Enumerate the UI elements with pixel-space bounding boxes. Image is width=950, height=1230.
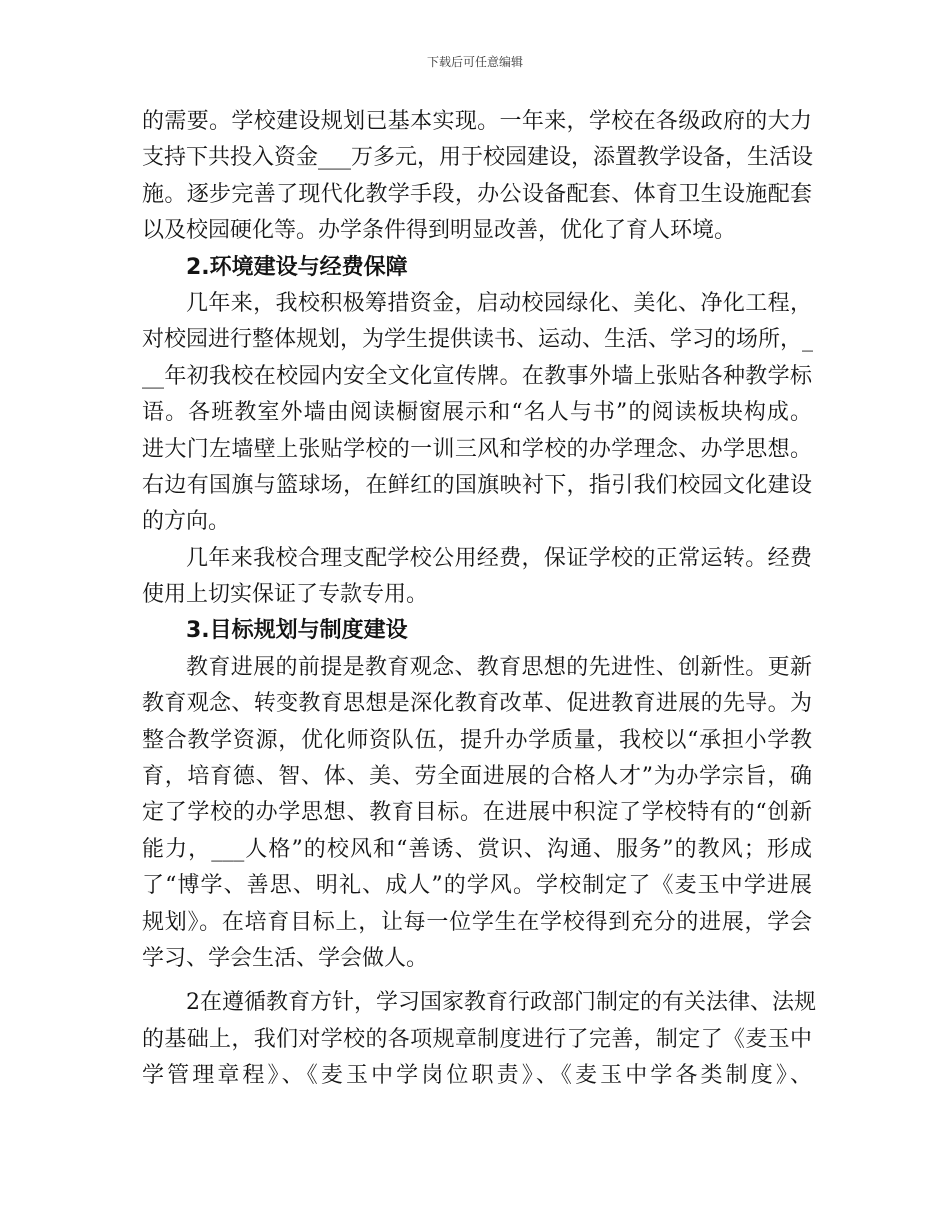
paragraph-line: 的需要。学校建设规划已基本实现。一年来，学校在各级政府的大力 [142, 109, 812, 134]
paragraph-line: 学习、学会生活、学会做人。 [142, 945, 429, 971]
paragraph-line: 右边有国旗与篮球场，在鲜红的国旗映衬下，指引我们校园文化建设 [142, 472, 812, 498]
paragraph-line: __年初我校在校园内安全文化宣传牌。在教事外墙上张贴各种教学标 [142, 363, 812, 389]
paragraph-line: 能力，___人格”的校风和“善诱、赏识、沟通、服务”的教风；形成 [142, 836, 812, 862]
paragraph-line: 了“博学、善思、明礼、成人”的学风。学校制定了《麦玉中学进展 [142, 873, 812, 899]
paragraph-line: 的基础上，我们对学校的各项规章制度进行了完善，制定了《麦玉中 [142, 1026, 812, 1052]
document-body [142, 104, 816, 1095]
paragraph-line: 定了学校的办学思想、教育目标。在进展中积淀了学校特有的“创新 [142, 800, 812, 826]
paragraph-line: 规划》。在培育目标上，让每一位学生在学校得到充分的进展，学会 [142, 909, 812, 935]
paragraph-line: 教育观念、转变教育思想是深化教育改革、促进教育进展的先导。为 [142, 691, 812, 717]
paragraph-line: 2在遵循教育方针，学习国家教育行政部门制定的有关法律、法规 [186, 990, 816, 1016]
paragraph-line: 几年来我校合理支配学校公用经费，保证学校的正常运转。经费 [186, 545, 812, 571]
paragraph-line: 整合教学资源，优化师资队伍，提升办学质量，我校以“承担小学教 [142, 727, 812, 753]
paragraph-line: 教育进展的前提是教育观念、教育思想的先进性、创新性。更新 [186, 654, 812, 680]
page-header: 下载后可任意编辑 [426, 55, 523, 69]
section-heading-2: 2.环境建设与经费保障 [186, 254, 408, 280]
paragraph-line: 育，培育德、智、体、美、劳全面进展的合格人才”为办学宗旨，确 [142, 764, 812, 790]
paragraph-line: 对校园进行整体规划，为学生提供读书、运动、生活、学习的场所，_ [142, 327, 814, 353]
paragraph-line: 几年来，我校积极筹措资金，启动校园绿化、美化、净化工程， [186, 290, 812, 316]
paragraph-line: 支持下共投入资金___万多元，用于校园建设，添置教学设备，生活设 [142, 145, 814, 171]
paragraph-line: 语。各班教室外墙由阅读橱窗展示和“名人与书”的阅读板块构成。 [142, 400, 812, 426]
paragraph-line: 的方向。 [142, 509, 231, 535]
paragraph-line: 进大门左墙壁上张贴学校的一训三风和学校的办学理念、办学思想。 [142, 436, 812, 462]
paragraph-line: 使用上切实保证了专款专用。 [142, 582, 429, 608]
paragraph-line: 学管理章程》、《麦玉中学岗位职责》、《麦玉中学各类制度》、 [142, 1063, 812, 1089]
section-heading-3: 3.目标规划与制度建设 [186, 618, 408, 644]
paragraph-line: 施。逐步完善了现代化教学手段，办公设备配套、体育卫生设施配套 [142, 181, 812, 207]
paragraph-line: 以及校园硬化等。办学条件得到明显改善，优化了育人环境。 [142, 218, 737, 244]
